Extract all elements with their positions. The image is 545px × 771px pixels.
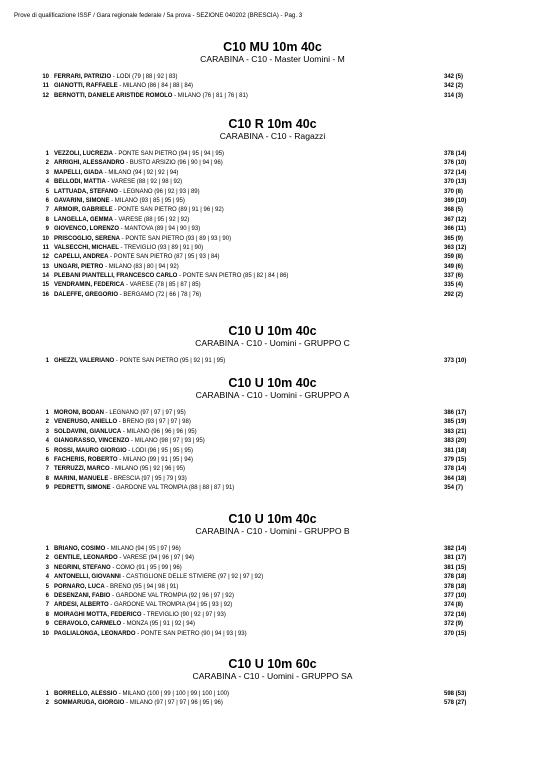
result-row — [0, 437, 545, 446]
club-and-series: LEGNANO (97 | 97 | 97 | 95) — [109, 410, 186, 416]
section-title: C10 U 10m 40c — [228, 324, 317, 338]
result-row — [0, 216, 545, 225]
rank: 3 — [45, 564, 49, 571]
total-score: 354 (7) — [444, 485, 464, 492]
total-score: 385 (19) — [444, 419, 467, 426]
total-score: 378 (18) — [444, 583, 467, 590]
total-score: 372 (9) — [444, 621, 464, 628]
result-row — [0, 235, 545, 244]
athlete-entry: CAPELLI, ANDREA - PONTE SAN PIETRO (87 | 95 | 93 | 84) — [54, 254, 220, 261]
result-row — [0, 272, 545, 281]
result-row — [0, 225, 545, 234]
club-and-series: PONTE SAN PIETRO (87 | 95 | 93 | 84) — [113, 254, 220, 261]
total-score: 374 (8) — [444, 602, 464, 609]
total-score: 337 (6) — [444, 273, 464, 280]
section-title: C10 U 10m 40c — [228, 376, 317, 390]
club-and-series: MILANO (98 | 97 | 93 | 95) — [134, 438, 205, 445]
club-and-series: MILANO (94 | 92 | 92 | 94) — [108, 169, 179, 176]
athlete-entry: MORONI, BODAN - LEGNANO (97 | 97 | 97 | 95) — [54, 410, 186, 416]
total-score: 370 (15) — [444, 630, 467, 637]
total-score: 365 (9) — [444, 235, 464, 242]
athlete-name: LATTUADA, STEFANO — [54, 188, 118, 195]
result-row — [0, 206, 545, 215]
athlete-name: VENDRAMIN, FEDERICA — [54, 282, 125, 289]
section-subtitle: CARABINA - C10 - Ragazzi — [219, 131, 326, 141]
total-score: 386 (17) — [444, 410, 467, 416]
club-and-series: VARESE (88 | 95 | 92 | 92) — [118, 216, 190, 223]
club-and-series: GARDONE VAL TROMPIA (94 | 95 | 93 | 92) — [114, 602, 233, 609]
rank: 16 — [42, 291, 49, 298]
athlete-entry: BRIANO, COSIMO - MILANO (94 | 95 | 97 | 96) — [54, 546, 181, 552]
athlete-entry: BORRELLO, ALESSIO - MILANO (100 | 99 | 100 | 99 | 100 | 100) — [54, 691, 229, 697]
club-and-series: MILANO (95 | 92 | 96 | 95) — [115, 466, 186, 473]
club-and-series: MILANO (100 | 99 | 100 | 99 | 100 | 100) — [122, 691, 229, 697]
athlete-name: ROSSI, MAURO GIORGIO — [54, 447, 127, 454]
athlete-name: TERRUZZI, MARCO — [54, 466, 110, 473]
total-score: 359 (8) — [444, 254, 464, 261]
club-and-series: LODI (79 | 88 | 92 | 83) — [116, 74, 178, 80]
club-and-series: MILANO (76 | 81 | 76 | 81) — [177, 92, 248, 99]
result-row — [0, 197, 545, 206]
club-and-series: CASTIGLIONE DELLE STIVIERE (97 | 92 | 97 | 92) — [126, 574, 264, 581]
result-row — [0, 564, 545, 573]
total-score: 370 (13) — [444, 179, 467, 186]
athlete-entry: UNGARI, PIETRO - MILANO (83 | 80 | 94 | 92) — [54, 263, 179, 270]
result-row — [0, 150, 545, 159]
total-score: 342 (2) — [444, 83, 464, 90]
total-score: 376 (10) — [444, 160, 467, 167]
result-row — [0, 73, 545, 82]
club-and-series: MILANO (99 | 91 | 95 | 94) — [122, 456, 193, 463]
results-section — [0, 324, 545, 366]
athlete-name: MAPELLI, GIADA — [54, 169, 103, 176]
athlete-name: SOMMARUGA, GIORGIO — [54, 700, 125, 707]
rank: 1 — [45, 358, 49, 364]
athlete-entry: DALEFFE, GREGORIO - BERGAMO (72 | 66 | 78 | 76) — [54, 291, 202, 298]
result-row — [0, 169, 545, 178]
total-score: 369 (10) — [444, 197, 467, 204]
rank: 11 — [42, 83, 49, 90]
total-score: 349 (6) — [444, 263, 464, 270]
result-row — [0, 620, 545, 629]
athlete-name: GENTILE, LEONARDO — [54, 555, 118, 562]
rank: 15 — [42, 282, 49, 289]
result-row — [0, 428, 545, 437]
result-row — [0, 418, 545, 427]
athlete-entry: LATTUADA, STEFANO - LEGNANO (96 | 92 | 93 | 89) — [54, 188, 200, 195]
athlete-name: PEDRETTI, SIMONE — [54, 485, 111, 492]
athlete-name: BELLODI, MATTIA — [54, 179, 106, 186]
section-title: C10 MU 10m 40c — [223, 40, 322, 54]
total-score: 383 (21) — [444, 428, 467, 435]
rank: 2 — [45, 700, 49, 707]
total-score: 367 (12) — [444, 216, 467, 223]
result-row — [0, 475, 545, 484]
rank: 6 — [45, 592, 49, 599]
rank: 8 — [45, 216, 49, 223]
athlete-entry: GHEZZI, VALERIANO - PONTE SAN PIETRO (95 | 92 | 91 | 95) — [54, 358, 226, 364]
total-score: 364 (18) — [444, 475, 467, 482]
total-score: 314 (3) — [444, 92, 464, 99]
athlete-entry: VEZZOLI, LUCREZIA - PONTE SAN PIETRO (94 | 95 | 94 | 95) — [54, 151, 225, 157]
athlete-name: VENERUSO, ANIELLO — [54, 419, 118, 426]
result-row — [0, 281, 545, 290]
result-row — [0, 484, 545, 493]
result-row — [0, 82, 545, 91]
athlete-entry: VENDRAMIN, FEDERICA - VARESE (78 | 85 | 87 | 85) — [54, 282, 201, 289]
rank: 9 — [45, 621, 49, 628]
total-score: 377 (10) — [444, 592, 467, 599]
athlete-entry: CERAVOLO, CARMELO - MONZA (95 | 91 | 92 | 94) — [54, 621, 195, 628]
rank: 14 — [42, 273, 49, 280]
total-score: 373 (10) — [444, 358, 467, 364]
athlete-name: MARINI, MANUELE — [54, 475, 109, 482]
athlete-entry: GIANOTTI, RAFFAELE - MILANO (86 | 84 | 88 | 84) — [54, 83, 194, 90]
club-and-series: COMO (91 | 95 | 99 | 96) — [116, 564, 182, 571]
rank: 1 — [45, 691, 49, 697]
club-and-series: MILANO (83 | 80 | 94 | 92) — [108, 263, 179, 270]
athlete-name: MOIRAGHI MOTTA, FEDERICO — [54, 611, 142, 618]
club-and-series: PONTE SAN PIETRO (95 | 92 | 91 | 95) — [119, 358, 226, 364]
athlete-entry: GIANGRASSO, VINCENZO - MILANO (98 | 97 | 93 | 95) — [54, 438, 205, 445]
club-and-series: PONTE SAN PIETRO (85 | 82 | 84 | 86) — [182, 273, 289, 280]
club-and-series: MONZA (95 | 91 | 92 | 94) — [126, 621, 195, 628]
athlete-entry: ARMOIR, GABRIELE - PONTE SAN PIETRO (89 | 91 | 96 | 92) — [54, 207, 224, 214]
rank: 7 — [45, 207, 49, 214]
club-and-series: TREVIGLIO (90 | 92 | 97 | 93) — [146, 611, 226, 618]
club-and-series: VARESE (94 | 96 | 97 | 94) — [123, 555, 194, 562]
athlete-entry: PLEBANI PIANTELLI, FRANCESCO CARLO - PONTE SAN PIETRO (85 | 82 | 84 | 86) — [54, 273, 289, 280]
club-and-series: MANTOVA (89 | 94 | 90 | 93) — [124, 226, 201, 233]
athlete-entry: NEGRINI, STEFANO - COMO (91 | 95 | 99 | 96) — [54, 564, 182, 571]
athlete-name: UNGARI, PIETRO — [54, 263, 104, 270]
section-title: C10 R 10m 40c — [228, 117, 317, 131]
athlete-name: SOLDAVINI, GIANLUCA — [54, 428, 122, 435]
club-and-series: VARESE (78 | 85 | 87 | 85) — [129, 282, 201, 289]
club-and-series: MILANO (93 | 85 | 95 | 95) — [114, 197, 185, 204]
result-row — [0, 583, 545, 592]
athlete-name: PLEBANI PIANTELLI, FRANCESCO CARLO — [54, 273, 178, 280]
athlete-entry: ANTONELLI, GIOVANNI - CASTIGLIONE DELLE STIVIERE (97 | 92 | 97 | 92) — [54, 574, 264, 581]
athlete-name: BERNOTTI, DANIELE ARISTIDE ROMOLO — [54, 92, 173, 99]
club-and-series: BRENO (93 | 97 | 97 | 98) — [122, 419, 191, 426]
rank: 4 — [45, 574, 49, 581]
club-and-series: BRENO (95 | 94 | 98 | 91) — [110, 583, 179, 590]
athlete-name: ARMOIR, GABRIELE — [54, 207, 113, 214]
results-section — [0, 657, 545, 709]
club-and-series: VARESE (88 | 92 | 98 | 92) — [111, 179, 183, 186]
athlete-name: CERAVOLO, CARMELO — [54, 621, 122, 628]
club-and-series: GARDONE VAL TROMPIA (88 | 88 | 87 | 91) — [116, 485, 235, 492]
section-subtitle: CARABINA - C10 - Uomini - GRUPPO SA — [192, 671, 353, 681]
athlete-entry: PRISCOGLIO, SERENA - PONTE SAN PIETRO (93 | 89 | 93 | 90) — [54, 235, 232, 242]
total-score: 381 (18) — [444, 447, 467, 454]
club-and-series: MILANO (97 | 97 | 97 | 96 | 95 | 96) — [129, 700, 223, 707]
rank: 1 — [45, 410, 49, 416]
section-title: C10 U 10m 60c — [228, 657, 317, 671]
result-row — [0, 409, 545, 418]
club-and-series: PONTE SAN PIETRO (93 | 89 | 93 | 90) — [125, 235, 232, 242]
section-title: C10 U 10m 40c — [228, 512, 317, 526]
athlete-name: PRISCOGLIO, SERENA — [54, 235, 121, 242]
result-row — [0, 545, 545, 554]
athlete-name: ARDESI, ALBERTO — [54, 602, 109, 609]
results-section — [0, 376, 545, 494]
athlete-name: NEGRINI, STEFANO — [54, 564, 111, 571]
rank: 1 — [45, 546, 49, 552]
result-row — [0, 611, 545, 620]
athlete-name: FACHERIS, ROBERTO — [54, 456, 118, 463]
rank: 1 — [45, 151, 49, 157]
athlete-entry: TERRUZZI, MARCO - MILANO (95 | 92 | 96 | 95) — [54, 466, 186, 473]
athlete-entry: BELLODI, MATTIA - VARESE (88 | 92 | 98 | 92) — [54, 179, 183, 186]
rank: 10 — [42, 235, 49, 242]
club-and-series: PONTE SAN PIETRO (90 | 94 | 93 | 93) — [140, 630, 247, 637]
athlete-name: MORONI, BODAN — [54, 410, 104, 416]
rank: 6 — [45, 197, 49, 204]
section-subtitle: CARABINA - C10 - Uomini - GRUPPO C — [195, 338, 350, 348]
result-row — [0, 263, 545, 272]
total-score: 382 (14) — [444, 546, 467, 552]
total-score: 383 (20) — [444, 438, 467, 445]
club-and-series: TREVIGLIO (93 | 89 | 91 | 90) — [124, 244, 204, 251]
athlete-entry: DESENZANI, FABIO - GARDONE VAL TROMPIA (92 | 96 | 97 | 92) — [54, 592, 234, 599]
athlete-name: FERRARI, PATRIZIO — [54, 74, 112, 80]
total-score: 578 (27) — [444, 700, 467, 707]
result-row — [0, 178, 545, 187]
club-and-series: MILANO (86 | 84 | 88 | 84) — [123, 83, 194, 90]
athlete-name: LANGELLA, GEMMA — [54, 216, 113, 223]
athlete-name: VEZZOLI, LUCREZIA — [54, 151, 113, 157]
club-and-series: LEGNANO (96 | 92 | 93 | 89) — [123, 188, 200, 195]
rank: 7 — [45, 602, 49, 609]
athlete-entry: ROSSI, MAURO GIORGIO - LODI (96 | 95 | 95 | 95) — [54, 447, 194, 454]
total-score: 379 (15) — [444, 456, 467, 463]
athlete-entry: FACHERIS, ROBERTO - MILANO (99 | 91 | 95 | 94) — [54, 456, 193, 463]
rank: 5 — [45, 583, 49, 590]
athlete-name: GIOVENCO, LORENZO — [54, 226, 120, 233]
club-and-series: PONTE SAN PIETRO (89 | 91 | 96 | 92) — [118, 207, 224, 214]
athlete-entry: FERRARI, PATRIZIO - LODI (79 | 88 | 92 | 83) — [54, 74, 178, 80]
rank: 2 — [45, 160, 49, 167]
athlete-name: ANTONELLI, GIOVANNI — [54, 574, 121, 581]
total-score: 342 (5) — [444, 74, 464, 80]
athlete-entry: GAVARINI, SIMONE - MILANO (93 | 85 | 95 | 95) — [54, 197, 185, 204]
athlete-entry: LANGELLA, GEMMA - VARESE (88 | 95 | 92 | 92) — [54, 216, 190, 223]
results-section — [0, 117, 545, 300]
total-score: 372 (14) — [444, 169, 467, 176]
athlete-entry: ARRIGHI, ALESSANDRO - BUSTO ARSIZIO (96 | 90 | 94 | 96) — [54, 160, 223, 167]
rank: 5 — [45, 447, 49, 454]
rank: 4 — [45, 438, 49, 445]
athlete-name: VALSECCHI, MICHAEL — [54, 244, 119, 251]
athlete-entry: VALSECCHI, MICHAEL - TREVIGLIO (93 | 89 | 91 | 90) — [54, 244, 204, 251]
rank: 8 — [45, 611, 49, 618]
athlete-name: GHEZZI, VALERIANO — [54, 358, 115, 364]
total-score: 292 (2) — [444, 291, 464, 298]
result-row — [0, 699, 545, 708]
total-score: 598 (53) — [444, 691, 467, 697]
section-subtitle: CARABINA - C10 - Master Uomini - M — [200, 54, 345, 64]
total-score: 363 (12) — [444, 244, 467, 251]
total-score: 381 (15) — [444, 564, 467, 571]
result-row — [0, 159, 545, 168]
result-row — [0, 357, 545, 366]
athlete-entry: MOIRAGHI MOTTA, FEDERICO - TREVIGLIO (90 | 92 | 97 | 93) — [54, 611, 226, 618]
athlete-entry: MAPELLI, GIADA - MILANO (94 | 92 | 92 | 94) — [54, 169, 179, 176]
total-score: 378 (14) — [444, 466, 467, 473]
club-and-series: BRESCIA (97 | 95 | 79 | 93) — [113, 475, 187, 482]
athlete-name: PAGLIALONGA, LEONARDO — [54, 630, 136, 637]
rank: 7 — [45, 466, 49, 473]
club-and-series: LODI (96 | 95 | 95 | 95) — [132, 447, 194, 454]
rank: 13 — [42, 263, 49, 270]
athlete-name: CAPELLI, ANDREA — [54, 254, 109, 261]
results-section — [0, 40, 545, 101]
athlete-entry: BERNOTTI, DANIELE ARISTIDE ROMOLO - MILANO (76 | 81 | 76 | 81) — [54, 92, 248, 99]
total-score: 370 (8) — [444, 188, 464, 195]
section-subtitle: CARABINA - C10 - Uomini - GRUPPO A — [195, 390, 350, 400]
page-header: Prove di qualificazione ISSF / Gara regionale federale / 5a prova - SEZIONE 040202 (BRESCIA) - Pag. 3 — [14, 12, 303, 19]
athlete-entry: SOMMARUGA, GIORGIO - MILANO (97 | 97 | 97 | 96 | 95 | 96) — [54, 700, 223, 707]
result-row — [0, 465, 545, 474]
result-row — [0, 456, 545, 465]
athlete-entry: PORNARO, LUCA - BRENO (95 | 94 | 98 | 91) — [54, 583, 179, 590]
result-row — [0, 630, 545, 639]
section-subtitle: CARABINA - C10 - Uomini - GRUPPO B — [195, 526, 350, 536]
total-score: 366 (11) — [444, 226, 467, 233]
athlete-name: PORNARO, LUCA — [54, 583, 105, 590]
athlete-entry: GIOVENCO, LORENZO - MANTOVA (89 | 94 | 90 | 93) — [54, 226, 201, 233]
rank: 2 — [45, 419, 49, 426]
result-row — [0, 188, 545, 197]
rank: 6 — [45, 456, 49, 463]
rank: 12 — [42, 254, 49, 261]
athlete-name: BORRELLO, ALESSIO — [54, 691, 118, 697]
athlete-entry: PEDRETTI, SIMONE - GARDONE VAL TROMPIA (88 | 88 | 87 | 91) — [54, 485, 235, 492]
result-row — [0, 592, 545, 601]
total-score: 378 (18) — [444, 574, 467, 581]
rank: 9 — [45, 485, 49, 492]
rank: 10 — [42, 630, 49, 637]
rank: 5 — [45, 188, 49, 195]
athlete-name: BRIANO, COSIMO — [54, 546, 106, 552]
athlete-entry: MARINI, MANUELE - BRESCIA (97 | 95 | 79 | 93) — [54, 475, 187, 482]
rank: 12 — [42, 92, 49, 99]
results-section — [0, 512, 545, 639]
athlete-name: GIANGRASSO, VINCENZO — [54, 438, 130, 445]
club-and-series: BERGAMO (72 | 66 | 78 | 76) — [123, 291, 202, 298]
athlete-entry: PAGLIALONGA, LEONARDO - PONTE SAN PIETRO (90 | 94 | 93 | 93) — [54, 630, 247, 637]
athlete-name: GAVARINI, SIMONE — [54, 197, 110, 204]
result-row — [0, 244, 545, 253]
club-and-series: PONTE SAN PIETRO (94 | 95 | 94 | 95) — [118, 151, 225, 157]
club-and-series: MILANO (94 | 95 | 97 | 96) — [110, 546, 181, 552]
result-row — [0, 601, 545, 610]
club-and-series: MILANO (96 | 96 | 96 | 95) — [126, 428, 197, 435]
rank: 2 — [45, 555, 49, 562]
rank: 3 — [45, 428, 49, 435]
athlete-name: GIANOTTI, RAFFAELE — [54, 83, 118, 90]
rank: 10 — [42, 74, 49, 80]
total-score: 335 (4) — [444, 282, 464, 289]
result-row — [0, 253, 545, 262]
total-score: 378 (14) — [444, 151, 467, 157]
result-row — [0, 92, 545, 101]
athlete-name: DALEFFE, GREGORIO — [54, 291, 119, 298]
club-and-series: BUSTO ARSIZIO (96 | 90 | 94 | 96) — [129, 160, 223, 167]
result-row — [0, 690, 545, 699]
result-row — [0, 554, 545, 563]
athlete-entry: SOLDAVINI, GIANLUCA - MILANO (96 | 96 | 96 | 95) — [54, 428, 197, 435]
result-row — [0, 573, 545, 582]
rank: 8 — [45, 475, 49, 482]
club-and-series: GARDONE VAL TROMPIA (92 | 96 | 97 | 92) — [115, 592, 234, 599]
total-score: 381 (17) — [444, 555, 467, 562]
rank: 4 — [45, 179, 49, 186]
athlete-entry: VENERUSO, ANIELLO - BRENO (93 | 97 | 97 | 98) — [54, 419, 191, 426]
total-score: 372 (16) — [444, 611, 467, 618]
athlete-name: ARRIGHI, ALESSANDRO — [54, 160, 125, 167]
athlete-entry: ARDESI, ALBERTO - GARDONE VAL TROMPIA (94 | 95 | 93 | 92) — [54, 602, 233, 609]
athlete-name: DESENZANI, FABIO — [54, 592, 111, 599]
total-score: 368 (5) — [444, 207, 464, 214]
athlete-entry: GENTILE, LEONARDO - VARESE (94 | 96 | 97 | 94) — [54, 555, 194, 562]
rank: 3 — [45, 169, 49, 176]
result-row — [0, 291, 545, 300]
rank: 11 — [42, 244, 49, 251]
rank: 9 — [45, 226, 49, 233]
result-row — [0, 447, 545, 456]
